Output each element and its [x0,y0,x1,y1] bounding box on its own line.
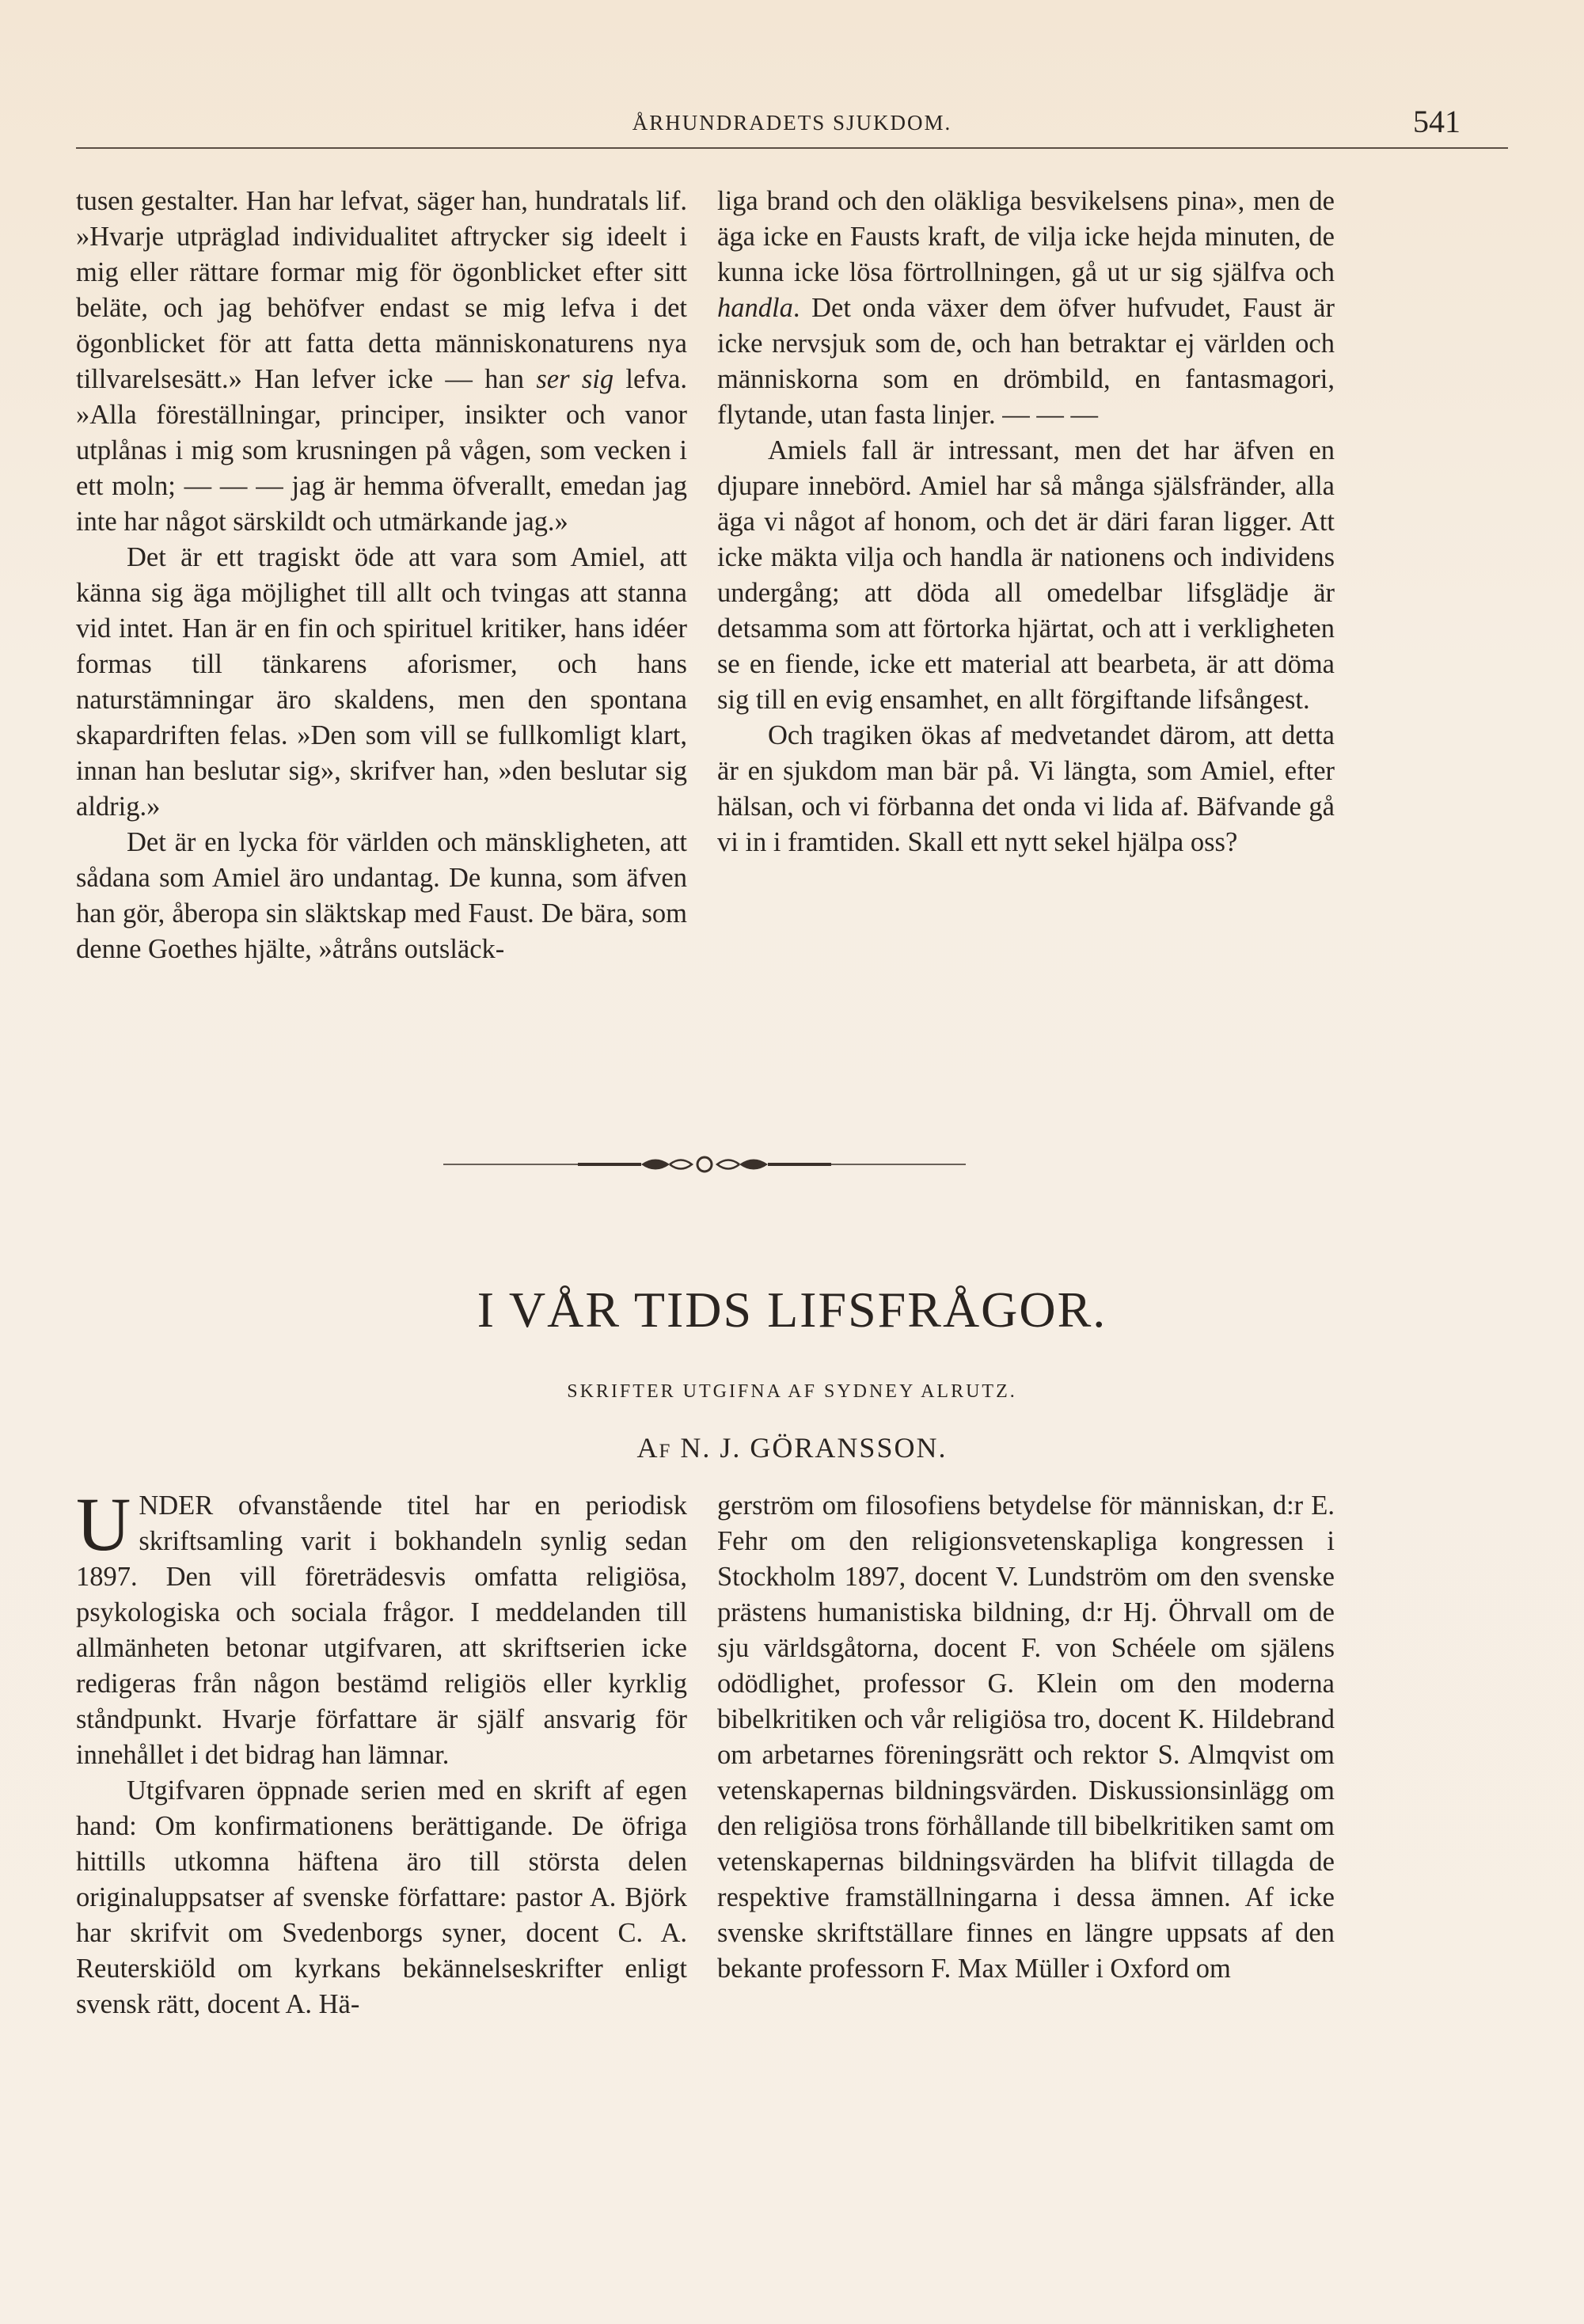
top-right-column [717,184,1335,860]
italic-text: handla [717,293,793,323]
running-title: ÅRHUNDRADETS SJUKDOM. [632,111,952,135]
drop-cap: U [76,1482,131,1566]
text-run: . Det onda växer dem öfver hufvudet, Faust är icke nervsjuk som de, och han betraktar ej världen och människorna som en drömbild, en fantasmagori, flytande, utan fasta linjer. — — — [717,293,1335,430]
paragraph: Och tragiken ökas af medvetandet därom, att detta är en sjukdom man bär på. Vi längta, som Amiel, efter hälsan, och vi förbanna det onda vi lida af. Bäfvande gå vi in i framtiden. Skall ett nytt sekel hjälpa oss? [717,720,1335,857]
text-run: tusen gestalter. Han har lefvat, säger han, hundratals lif. »Hvarje utpräglad individualitet aftrycker sig ideelt i mig eller rättare formar mig för ögonblicket efter sitt beläte, och jag behöfver endast se mig lefva i det ögonblicket för att fatta detta människonaturens nya tillvarelsesätt.» Han lefver icke — han [76,186,687,394]
paragraph [76,1482,687,1773]
text-run: ofvanstående titel har en periodisk skriftsamling varit i bokhandeln synlig sedan 1897. Den vill företrädesvis omfatta religiösa, psykologiska och sociala frågor. I meddelanden till allmänheten betonar utgifvaren, att skriftserien icke redigeras från någon bestämd religiös eller kyrklig ståndpunkt. Hvarje författare är själf ansvarig för innehållet i det bidrag han lämnar. [76,1490,687,1770]
italic-text: ser sig [536,364,614,394]
paragraph [76,184,687,540]
paragraph: Amiels fall är intressant, men det har äfven en djupare innebörd. Amiel har så många själsfränder, alla äga vi något af honom, och det är däri faran ligger. Att icke mäkta vilja och handla är nationens och individens undergång; att döda all omedelbar lifsglädje är detsamma som att förtorka hjärtat, och att i verkligheten se en fiende, icke ett material att bearbeta, är att döma sig till en evig ensamhet, en allt förgiftande lifsångest. [717,435,1335,715]
paragraph [717,184,1335,433]
paragraph: Utgifvaren öppnade serien med en skrift af egen hand: Om konfirmationens berättigande. De öfriga hittills utkomna häftena äro till största delen originaluppsatser af svenske författare: pastor A. Björk har skrifvit om Svedenborgs syner, docent C. A. Reuterskiöld om kyrkans bekännelseskrifter enligt svensk rätt, docent A. Hä- [76,1775,687,2019]
bottom-left-column [76,1482,687,2022]
text-run: lefva. »Alla föreställningar, principer, insikter och vanor utplånas i mig som krusningen på vågen, som vecken i ett moln; — — — jag är hemma öfverallt, emedan jag inte har något särskildt och utmärkande jag.» [76,364,687,537]
lead-word: NDER [139,1490,214,1521]
paragraph: Det är en lycka för världen och mänskligheten, att sådana som Amiel äro undantag. De kunna, som äfven han gör, åberopa sin släktskap med Faust. De bära, som denne Goethes hjälte, »åtråns outsläck- [76,827,687,964]
text-run: liga brand och den oläkliga besvikelsens pina», men de äga icke en Fausts kraft, de vilja icke hejda minuten, de kunna icke lösa förtrollningen, gå ut ur sig själfva och [717,186,1335,287]
paragraph: gerström om filosofiens betydelse för människan, d:r E. Fehr om den religionsvetenskapliga kongressen i Stockholm 1897, docent V. Lundström om den svenske prästens humanistiska bildning, d:r Hj. Öhrvall om de sju världsgåtorna, docent F. von Schéele om själens odödlighet, professor G. Klein om den moderna bibelkritiken och vår religiösa tro, docent K. Hildebrand om arbetarnes föreningsrätt och rektor S. Almqvist om vetenskapernas bildningsvärden. Diskussionsinlägg om den religiösa trons förhållande till bibelkritiken samt om vetenskapernas bildningsvärden ha blifvit tillagda de respektive framställningarna i dessa ämnen. Af icke svenske skriftställare finnes en längre uppsats af den bekante professorn F. Max Müller i Oxford om [717,1490,1335,1984]
page-number: 541 [1413,104,1461,139]
article-author: Af N. J. GÖRANSSON. [636,1432,948,1464]
article-title: I VÅR TIDS LIFSFRÅGOR. [477,1282,1107,1338]
bottom-right-column [717,1488,1335,1987]
header-rule [76,147,1508,149]
paragraph: Det är ett tragiskt öde att vara som Amiel, att känna sig äga möjlighet till allt och tvingas att stanna vid intet. Han är en fin och spirituel kritiker, hans idéer formas till tänkarens aforismer, och hans naturstämningar äro skaldens, men den spontana skapardriften felas. »Den som vill se fullkomligt klart, innan han beslutar sig», skrifver han, »den beslutar sig aldrig.» [76,542,687,822]
top-left-column [76,184,687,967]
article-subtitle: SKRIFTER UTGIFNA AF SYDNEY ALRUTZ. [567,1381,1017,1402]
fleuron-divider-icon [443,1153,966,1176]
running-head [76,103,1508,150]
